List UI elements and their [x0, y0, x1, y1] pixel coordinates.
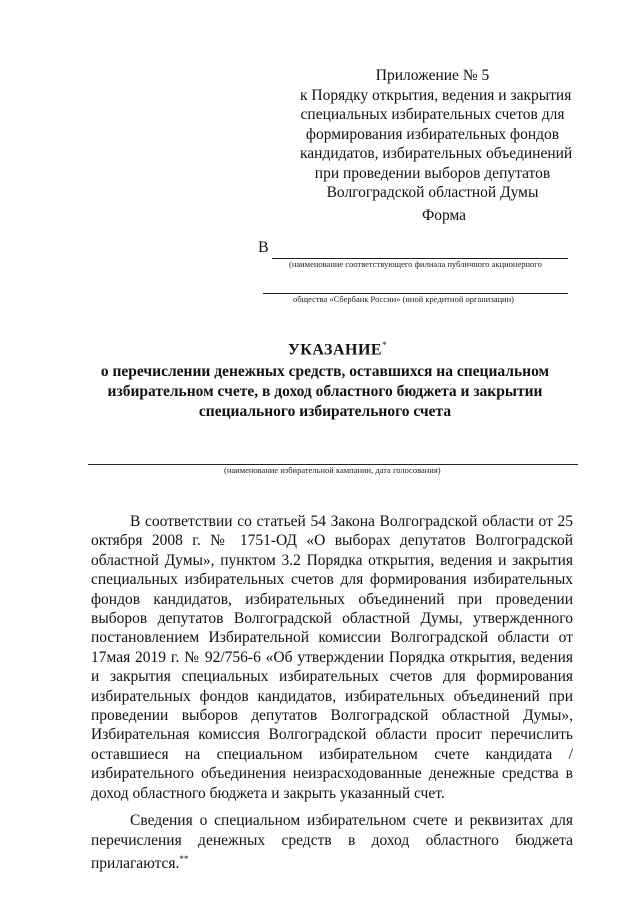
campaign-caption: (наименование избирательной кампании, дата голосования) — [224, 465, 441, 475]
appendix-line: к Порядку открытия, ведения и закрытия — [300, 86, 572, 104]
bank-caption-2: общества «Сбербанк России» (иной кредитной организации) — [293, 294, 514, 304]
appendix-line: Волгоградской областной Думы — [326, 184, 539, 201]
appendix-line: формирования избирательных фондов — [305, 125, 560, 143]
bank-caption-1: (наименование соответствующего филиала публичного акционерного — [289, 259, 542, 269]
body-paragraph: В соответствии со статьей 54 Закона Волгоградской области от 25 октября 2008 г. № 1751-ОД «О выборах депутатов Волгоградской областной Думы», пунктом 3.2 Порядка открытия, ведения и закрытия специальных избирательных счетов для формирования избирательных фондов кандидатов, избирательных объединений при проведении выборов депутатов Волгоградской областной Думы, утвержденного постановлением Избирательной комиссии Волгоградской области от 17мая 2019 г. № 92/756-6 «Об утверждении Порядка открытия, ведения и закрытия специальных избирательных счетов для формирования избирательных фондов кандидатов, избирательных объединений при проведении выборов депутатов Волгоградской областной Думы», Избирательная комиссия Волгоградской области просит перечислить оставшиеся на специальном избирательном счете кандидата / избирательного объединения неизрасходованные денежные средства в доход областного бюджета и закрыть указанный счет. — [91, 513, 573, 802]
footnote-mark: ** — [179, 853, 189, 864]
document-title — [288, 340, 387, 359]
bank-prefix: В — [258, 239, 269, 256]
body-paragraph — [91, 811, 573, 873]
form-label: Форма — [421, 207, 467, 224]
appendix-line: специальных избирательных счетов для — [300, 106, 565, 123]
document-body — [91, 512, 573, 873]
appendix-header — [300, 66, 573, 203]
appendix-line: кандидатов, избирательных объединений — [300, 145, 573, 162]
title-footnote-mark: * — [382, 340, 388, 350]
appendix-line: при проведении выборов депутатов — [314, 164, 551, 182]
title-text: УКАЗАНИЕ — [288, 341, 383, 359]
document-subtitle: о перечислении денежных средств, оставшихся на специальном избирательном счете, в доход областного бюджета и закрытии специального избирательного счета — [100, 363, 550, 420]
appendix-line: Приложение № 5 — [375, 67, 490, 84]
body-paragraph-text: Сведения о специальном избирательном счете и реквизитах для перечисления денежных средств в доход областного бюджета прилагаются. — [91, 812, 573, 873]
